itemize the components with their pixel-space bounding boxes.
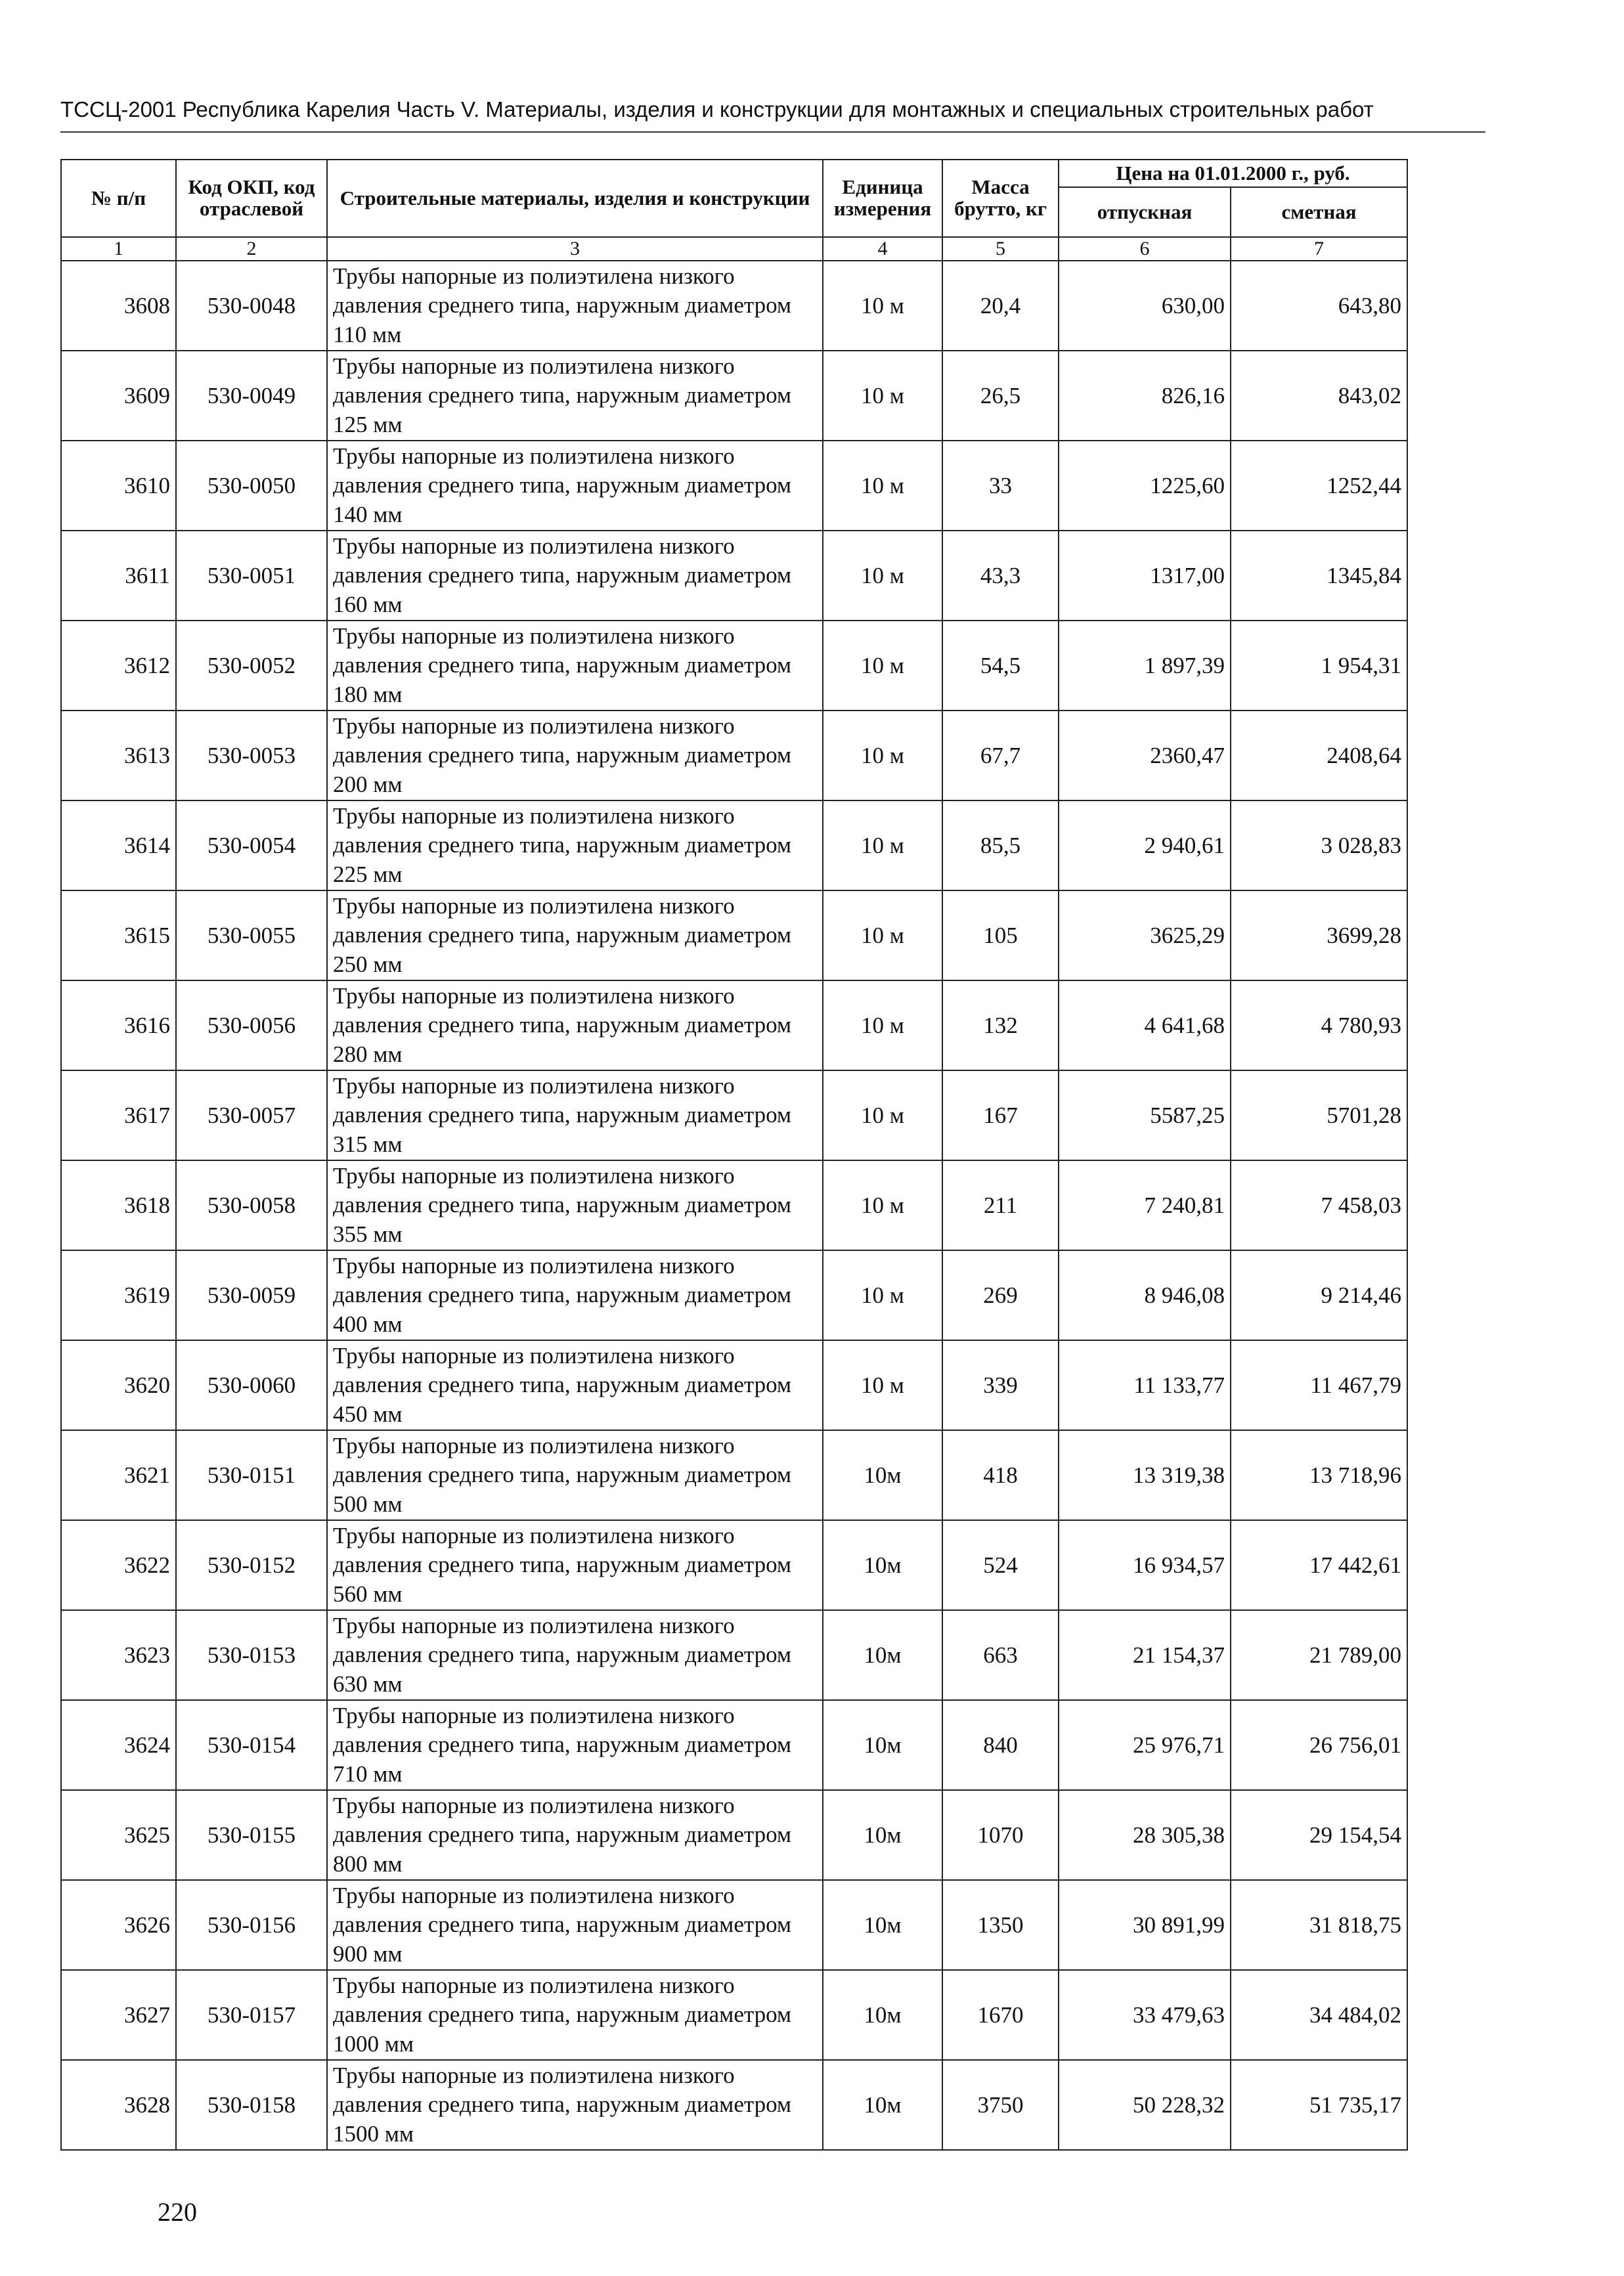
okp-code: 530-0049 — [176, 351, 327, 441]
row-number: 3611 — [61, 531, 176, 621]
table-head — [61, 160, 1407, 261]
gross-mass: 85,5 — [942, 800, 1059, 890]
release-price: 3625,29 — [1059, 890, 1231, 980]
okp-code: 530-0052 — [176, 621, 327, 711]
unit-of-measure: 10 м — [823, 1160, 942, 1250]
table-row — [61, 531, 1407, 621]
table-row — [61, 1610, 1407, 1700]
estimate-price: 643,80 — [1231, 261, 1407, 351]
gross-mass: 167 — [942, 1070, 1059, 1160]
material-description: Трубы напорные из полиэтилена низкого давления среднего типа, наружным диаметром 1000 мм — [327, 1970, 823, 2060]
material-description: Трубы напорные из полиэтилена низкого давления среднего типа, наружным диаметром 630 мм — [327, 1610, 823, 1700]
unit-of-measure: 10м — [823, 1970, 942, 2060]
estimate-price: 11 467,79 — [1231, 1340, 1407, 1430]
estimate-price: 26 756,01 — [1231, 1700, 1407, 1790]
release-price: 2 940,61 — [1059, 800, 1231, 890]
unit-of-measure: 10 м — [823, 261, 942, 351]
unit-of-measure: 10 м — [823, 1070, 942, 1160]
material-description: Трубы напорные из полиэтилена низкого давления среднего типа, наружным диаметром 160 мм — [327, 531, 823, 621]
column-number: 5 — [942, 237, 1059, 261]
okp-code: 530-0151 — [176, 1430, 327, 1520]
gross-mass: 1670 — [942, 1970, 1059, 2060]
table-row — [61, 261, 1407, 351]
okp-code: 530-0058 — [176, 1160, 327, 1250]
unit-of-measure: 10м — [823, 2060, 942, 2150]
header-rule — [60, 131, 1485, 133]
table-row — [61, 621, 1407, 711]
okp-code: 530-0153 — [176, 1610, 327, 1700]
material-description: Трубы напорные из полиэтилена низкого давления среднего типа, наружным диаметром 125 мм — [327, 351, 823, 441]
unit-of-measure: 10м — [823, 1520, 942, 1610]
unit-of-measure: 10м — [823, 1610, 942, 1700]
estimate-price: 29 154,54 — [1231, 1790, 1407, 1880]
okp-code: 530-0051 — [176, 531, 327, 621]
estimate-price: 9 214,46 — [1231, 1250, 1407, 1340]
material-description: Трубы напорные из полиэтилена низкого давления среднего типа, наружным диаметром 560 мм — [327, 1520, 823, 1610]
estimate-price: 21 789,00 — [1231, 1610, 1407, 1700]
release-price: 2360,47 — [1059, 711, 1231, 800]
release-price: 8 946,08 — [1059, 1250, 1231, 1340]
table-row — [61, 711, 1407, 800]
column-number: 3 — [327, 237, 823, 261]
row-number: 3619 — [61, 1250, 176, 1340]
table-row — [61, 1970, 1407, 2060]
row-number: 3627 — [61, 1970, 176, 2060]
unit-of-measure: 10м — [823, 1790, 942, 1880]
table-row — [61, 1430, 1407, 1520]
unit-of-measure: 10м — [823, 1430, 942, 1520]
material-description: Трубы напорные из полиэтилена низкого давления среднего типа, наружным диаметром 1500 мм — [327, 2060, 823, 2150]
material-description: Трубы напорные из полиэтилена низкого давления среднего типа, наружным диаметром 500 мм — [327, 1430, 823, 1520]
table-row — [61, 2060, 1407, 2150]
estimate-price: 2408,64 — [1231, 711, 1407, 800]
release-price: 50 228,32 — [1059, 2060, 1231, 2150]
material-description: Трубы напорные из полиэтилена низкого давления среднего типа, наружным диаметром 200 мм — [327, 711, 823, 800]
okp-code: 530-0158 — [176, 2060, 327, 2150]
column-number: 4 — [823, 237, 942, 261]
gross-mass: 105 — [942, 890, 1059, 980]
table-row — [61, 1160, 1407, 1250]
estimate-price: 31 818,75 — [1231, 1880, 1407, 1970]
okp-code: 530-0154 — [176, 1700, 327, 1790]
row-number: 3623 — [61, 1610, 176, 1700]
okp-code: 530-0054 — [176, 800, 327, 890]
material-description: Трубы напорные из полиэтилена низкого давления среднего типа, наружным диаметром 355 мм — [327, 1160, 823, 1250]
column-number: 2 — [176, 237, 327, 261]
estimate-price: 843,02 — [1231, 351, 1407, 441]
table-row — [61, 1070, 1407, 1160]
release-price: 826,16 — [1059, 351, 1231, 441]
column-header-unit: Единица измерения — [823, 160, 942, 237]
estimate-price: 3 028,83 — [1231, 800, 1407, 890]
unit-of-measure: 10 м — [823, 621, 942, 711]
row-number: 3616 — [61, 980, 176, 1070]
table-row — [61, 1520, 1407, 1610]
row-number: 3620 — [61, 1340, 176, 1430]
row-number: 3612 — [61, 621, 176, 711]
okp-code: 530-0056 — [176, 980, 327, 1070]
gross-mass: 33 — [942, 441, 1059, 531]
column-header-price-release: отпускная — [1059, 187, 1231, 237]
material-description: Трубы напорные из полиэтилена низкого давления среднего типа, наружным диаметром 400 мм — [327, 1250, 823, 1340]
table-row — [61, 800, 1407, 890]
gross-mass: 418 — [942, 1430, 1059, 1520]
release-price: 5587,25 — [1059, 1070, 1231, 1160]
material-description: Трубы напорные из полиэтилена низкого давления среднего типа, наружным диаметром 225 мм — [327, 800, 823, 890]
release-price: 33 479,63 — [1059, 1970, 1231, 2060]
unit-of-measure: 10 м — [823, 1250, 942, 1340]
gross-mass: 1070 — [942, 1790, 1059, 1880]
release-price: 21 154,37 — [1059, 1610, 1231, 1700]
okp-code: 530-0050 — [176, 441, 327, 531]
material-description: Трубы напорные из полиэтилена низкого давления среднего типа, наружным диаметром 180 мм — [327, 621, 823, 711]
estimate-price: 1 954,31 — [1231, 621, 1407, 711]
column-header-okp: Код ОКП, код отраслевой — [176, 160, 327, 237]
gross-mass: 663 — [942, 1610, 1059, 1700]
release-price: 1317,00 — [1059, 531, 1231, 621]
okp-code: 530-0057 — [176, 1070, 327, 1160]
unit-of-measure: 10 м — [823, 800, 942, 890]
okp-code: 530-0048 — [176, 261, 327, 351]
okp-code: 530-0157 — [176, 1970, 327, 2060]
row-number: 3618 — [61, 1160, 176, 1250]
column-header-mass: Масса брутто, кг — [942, 160, 1059, 237]
material-description: Трубы напорные из полиэтилена низкого давления среднего типа, наружным диаметром 315 мм — [327, 1070, 823, 1160]
column-number: 6 — [1059, 237, 1231, 261]
page-header: ТССЦ-2001 Республика Карелия Часть V. Материалы, изделия и конструкции для монтажных и специальных строительных работ — [60, 97, 1374, 121]
column-header-num: № п/п — [61, 160, 176, 237]
row-number: 3615 — [61, 890, 176, 980]
column-number: 7 — [1231, 237, 1407, 261]
page-number: 220 — [158, 2197, 197, 2227]
table-body — [61, 261, 1407, 2150]
row-number: 3626 — [61, 1880, 176, 1970]
table-row — [61, 980, 1407, 1070]
table-row — [61, 1880, 1407, 1970]
row-number: 3613 — [61, 711, 176, 800]
unit-of-measure: 10 м — [823, 441, 942, 531]
material-description: Трубы напорные из полиэтилена низкого давления среднего типа, наружным диаметром 900 мм — [327, 1880, 823, 1970]
release-price: 7 240,81 — [1059, 1160, 1231, 1250]
row-number: 3622 — [61, 1520, 176, 1610]
gross-mass: 67,7 — [942, 711, 1059, 800]
gross-mass: 269 — [942, 1250, 1059, 1340]
table-row — [61, 1250, 1407, 1340]
column-header-price-group: Цена на 01.01.2000 г., руб. — [1059, 160, 1407, 187]
release-price: 4 641,68 — [1059, 980, 1231, 1070]
unit-of-measure: 10 м — [823, 890, 942, 980]
estimate-price: 3699,28 — [1231, 890, 1407, 980]
estimate-price: 5701,28 — [1231, 1070, 1407, 1160]
release-price: 30 891,99 — [1059, 1880, 1231, 1970]
gross-mass: 20,4 — [942, 261, 1059, 351]
row-number: 3624 — [61, 1700, 176, 1790]
estimate-price: 51 735,17 — [1231, 2060, 1407, 2150]
row-number: 3610 — [61, 441, 176, 531]
release-price: 630,00 — [1059, 261, 1231, 351]
table-row — [61, 1340, 1407, 1430]
column-number: 1 — [61, 237, 176, 261]
release-price: 13 319,38 — [1059, 1430, 1231, 1520]
gross-mass: 43,3 — [942, 531, 1059, 621]
material-description: Трубы напорные из полиэтилена низкого давления среднего типа, наружным диаметром 280 мм — [327, 980, 823, 1070]
gross-mass: 1350 — [942, 1880, 1059, 1970]
unit-of-measure: 10м — [823, 1700, 942, 1790]
okp-code: 530-0053 — [176, 711, 327, 800]
unit-of-measure: 10 м — [823, 1340, 942, 1430]
row-number: 3621 — [61, 1430, 176, 1520]
okp-code: 530-0055 — [176, 890, 327, 980]
release-price: 1225,60 — [1059, 441, 1231, 531]
material-description: Трубы напорные из полиэтилена низкого давления среднего типа, наружным диаметром 110 мм — [327, 261, 823, 351]
unit-of-measure: 10м — [823, 1880, 942, 1970]
gross-mass: 26,5 — [942, 351, 1059, 441]
release-price: 28 305,38 — [1059, 1790, 1231, 1880]
row-number: 3625 — [61, 1790, 176, 1880]
material-description: Трубы напорные из полиэтилена низкого давления среднего типа, наружным диаметром 800 мм — [327, 1790, 823, 1880]
okp-code: 530-0059 — [176, 1250, 327, 1340]
unit-of-measure: 10 м — [823, 531, 942, 621]
estimate-price: 34 484,02 — [1231, 1970, 1407, 2060]
release-price: 1 897,39 — [1059, 621, 1231, 711]
column-header-price-estimate: сметная — [1231, 187, 1407, 237]
row-number: 3617 — [61, 1070, 176, 1160]
gross-mass: 3750 — [942, 2060, 1059, 2150]
gross-mass: 339 — [942, 1340, 1059, 1430]
table-row — [61, 890, 1407, 980]
column-header-name: Строительные материалы, изделия и конструкции — [327, 160, 823, 237]
unit-of-measure: 10 м — [823, 980, 942, 1070]
table-row — [61, 441, 1407, 531]
okp-code: 530-0156 — [176, 1880, 327, 1970]
material-description: Трубы напорные из полиэтилена низкого давления среднего типа, наружным диаметром 710 мм — [327, 1700, 823, 1790]
table-row — [61, 1790, 1407, 1880]
gross-mass: 132 — [942, 980, 1059, 1070]
okp-code: 530-0060 — [176, 1340, 327, 1430]
price-table — [60, 159, 1408, 2151]
row-number: 3608 — [61, 261, 176, 351]
estimate-price: 4 780,93 — [1231, 980, 1407, 1070]
gross-mass: 211 — [942, 1160, 1059, 1250]
gross-mass: 840 — [942, 1700, 1059, 1790]
gross-mass: 524 — [942, 1520, 1059, 1610]
estimate-price: 1252,44 — [1231, 441, 1407, 531]
estimate-price: 1345,84 — [1231, 531, 1407, 621]
table-row — [61, 351, 1407, 441]
gross-mass: 54,5 — [942, 621, 1059, 711]
material-description: Трубы напорные из полиэтилена низкого давления среднего типа, наружным диаметром 140 мм — [327, 441, 823, 531]
okp-code: 530-0152 — [176, 1520, 327, 1610]
material-description: Трубы напорные из полиэтилена низкого давления среднего типа, наружным диаметром 250 мм — [327, 890, 823, 980]
okp-code: 530-0155 — [176, 1790, 327, 1880]
table-row — [61, 1700, 1407, 1790]
unit-of-measure: 10 м — [823, 711, 942, 800]
material-description: Трубы напорные из полиэтилена низкого давления среднего типа, наружным диаметром 450 мм — [327, 1340, 823, 1430]
estimate-price: 17 442,61 — [1231, 1520, 1407, 1610]
row-number: 3614 — [61, 800, 176, 890]
unit-of-measure: 10 м — [823, 351, 942, 441]
release-price: 16 934,57 — [1059, 1520, 1231, 1610]
release-price: 11 133,77 — [1059, 1340, 1231, 1430]
estimate-price: 13 718,96 — [1231, 1430, 1407, 1520]
release-price: 25 976,71 — [1059, 1700, 1231, 1790]
estimate-price: 7 458,03 — [1231, 1160, 1407, 1250]
row-number: 3628 — [61, 2060, 176, 2150]
row-number: 3609 — [61, 351, 176, 441]
